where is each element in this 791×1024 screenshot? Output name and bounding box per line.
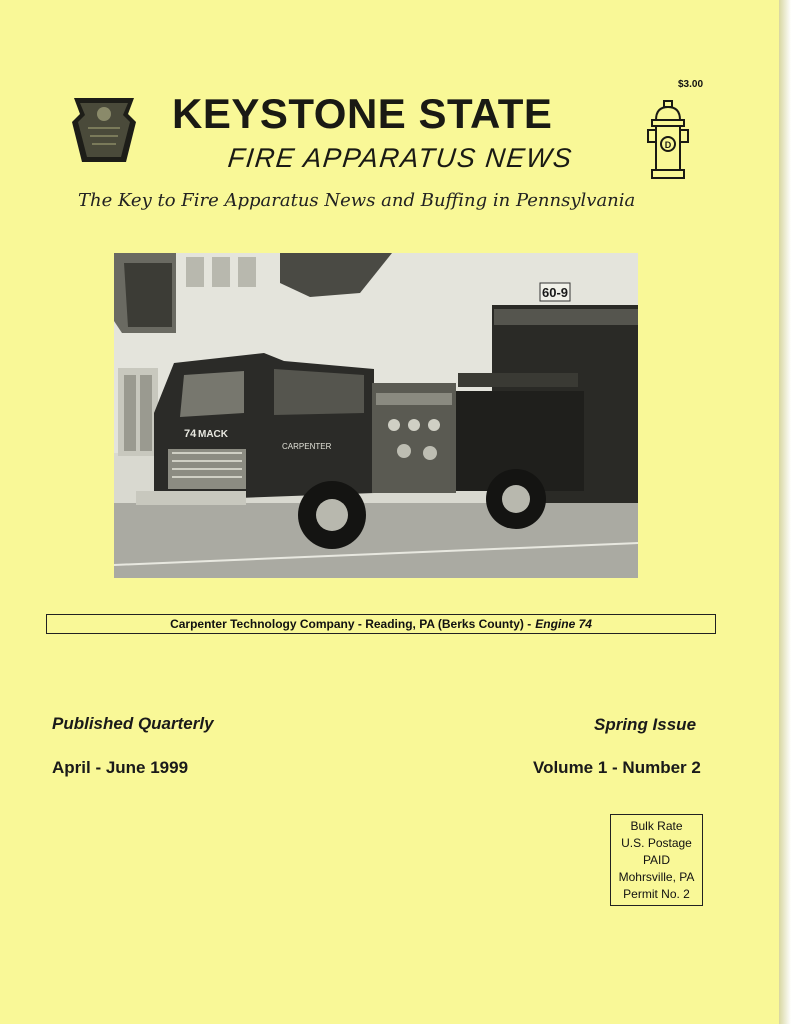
magazine-title: KEYSTONE STATE <box>172 90 553 137</box>
cab-make: MACK <box>198 429 228 440</box>
scan-edge <box>779 0 791 1024</box>
cab-number: 74 <box>184 428 197 440</box>
tagline: The Key to Fire Apparatus News and Buffing in Pennsylvania <box>78 190 636 211</box>
postage-indicia <box>610 814 703 906</box>
issue-season: Spring Issue <box>594 715 697 734</box>
issue-volume: Volume 1 - Number 2 <box>533 758 701 777</box>
postage-line: PAID <box>642 852 671 867</box>
svg-text:D: D <box>664 140 672 150</box>
magazine-subtitle: FIRE APPARATUS NEWS <box>226 143 575 173</box>
postage-line: Bulk Rate <box>630 818 683 833</box>
caption-engine: Engine 74 <box>535 617 592 631</box>
postage-line: Mohrsville, PA <box>618 869 695 884</box>
fire-hydrant-icon <box>646 100 690 182</box>
door-lettering: CARPENTER <box>282 442 332 451</box>
photo-caption <box>46 614 716 634</box>
door-number-sign: 60-9 <box>541 285 569 300</box>
fire-engine-photo <box>114 253 638 578</box>
postage-line: Permit No. 2 <box>623 886 690 901</box>
postage-line: U.S. Postage <box>621 835 692 850</box>
issue-dates: April - June 1999 <box>52 758 189 777</box>
caption-text: Carpenter Technology Company - Reading, PA (Berks County) - <box>170 617 532 631</box>
price-label: $3.00 <box>678 79 704 90</box>
keystone-emblem-icon <box>70 94 138 166</box>
publication-frequency: Published Quarterly <box>52 714 214 733</box>
